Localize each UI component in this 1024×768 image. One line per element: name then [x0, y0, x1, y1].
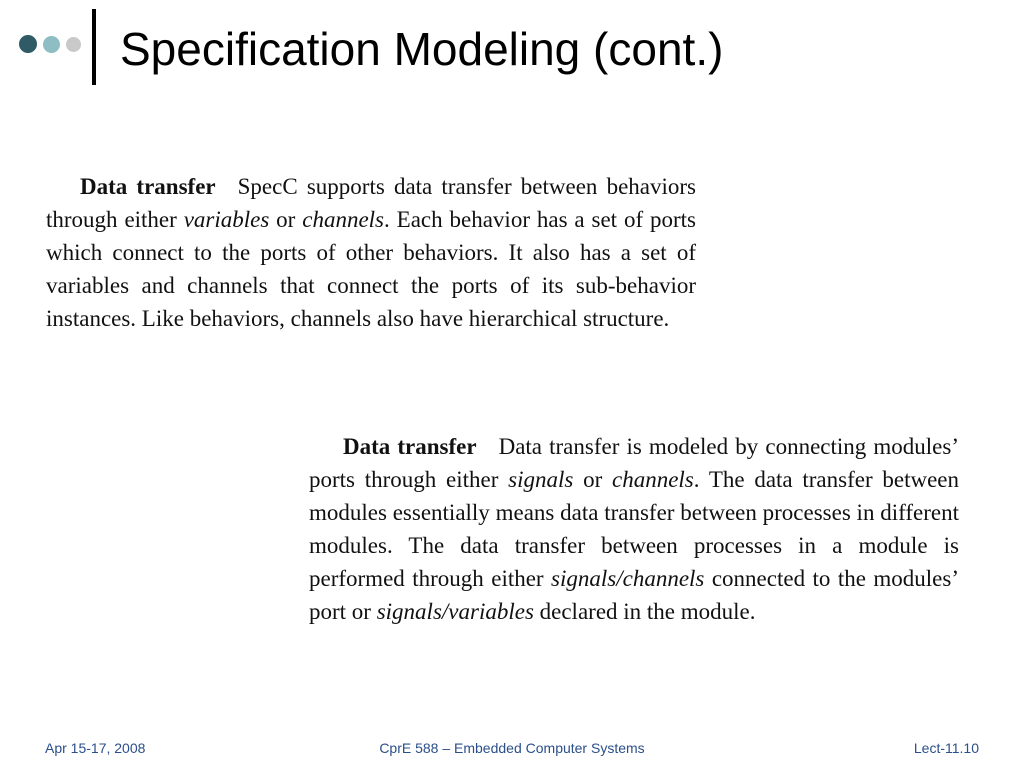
excerpt-heading: Data transfer — [343, 434, 477, 459]
excerpt-emphasis: signals — [508, 467, 574, 492]
gray-dot-icon — [66, 37, 81, 52]
excerpt-heading: Data transfer — [80, 174, 216, 199]
excerpt-emphasis: channels — [611, 467, 694, 492]
excerpt-emphasis: channels — [302, 207, 385, 232]
excerpt-emphasis: variables — [183, 207, 270, 232]
dark-teal-dot-icon — [19, 35, 37, 53]
systemc-data-transfer-excerpt — [309, 430, 959, 628]
light-teal-dot-icon — [43, 36, 60, 53]
slide-title: Specification Modeling (cont.) — [120, 23, 724, 75]
excerpt-emphasis: signals/channels — [551, 566, 705, 591]
excerpt-text: Data transfer is modeled by connecting modules’ ports through either — [309, 434, 959, 492]
title-divider — [92, 9, 96, 85]
title-decoration-dots — [19, 34, 81, 54]
excerpt-text: declared in the module. — [533, 599, 756, 624]
specc-data-transfer-excerpt — [46, 170, 696, 335]
excerpt-text: connected to the modules’ port or — [309, 566, 959, 624]
excerpt-text: . The data transfer between modules essentially means data transfer between processes in different modules. The data transfer between processes in a module is performed through either — [309, 467, 959, 591]
excerpt-emphasis: signals/variables — [376, 599, 534, 624]
excerpt-text: . Each behavior has a set of ports which connect to the ports of other behaviors. It also has a set of variables and channels that connect the ports of its sub-behavior instances. Like behaviors, channels also have hierarchical structure. — [46, 207, 696, 331]
excerpt-text: or — [269, 207, 303, 232]
excerpt-text: SpecC supports data transfer between behaviors through either — [46, 174, 696, 232]
footer-course: CprE 588 – Embedded Computer Systems — [379, 740, 645, 756]
footer-date: Apr 15-17, 2008 — [45, 740, 146, 756]
excerpt-text: or — [573, 467, 612, 492]
footer-lecture-number: Lect-11.10 — [913, 740, 979, 756]
